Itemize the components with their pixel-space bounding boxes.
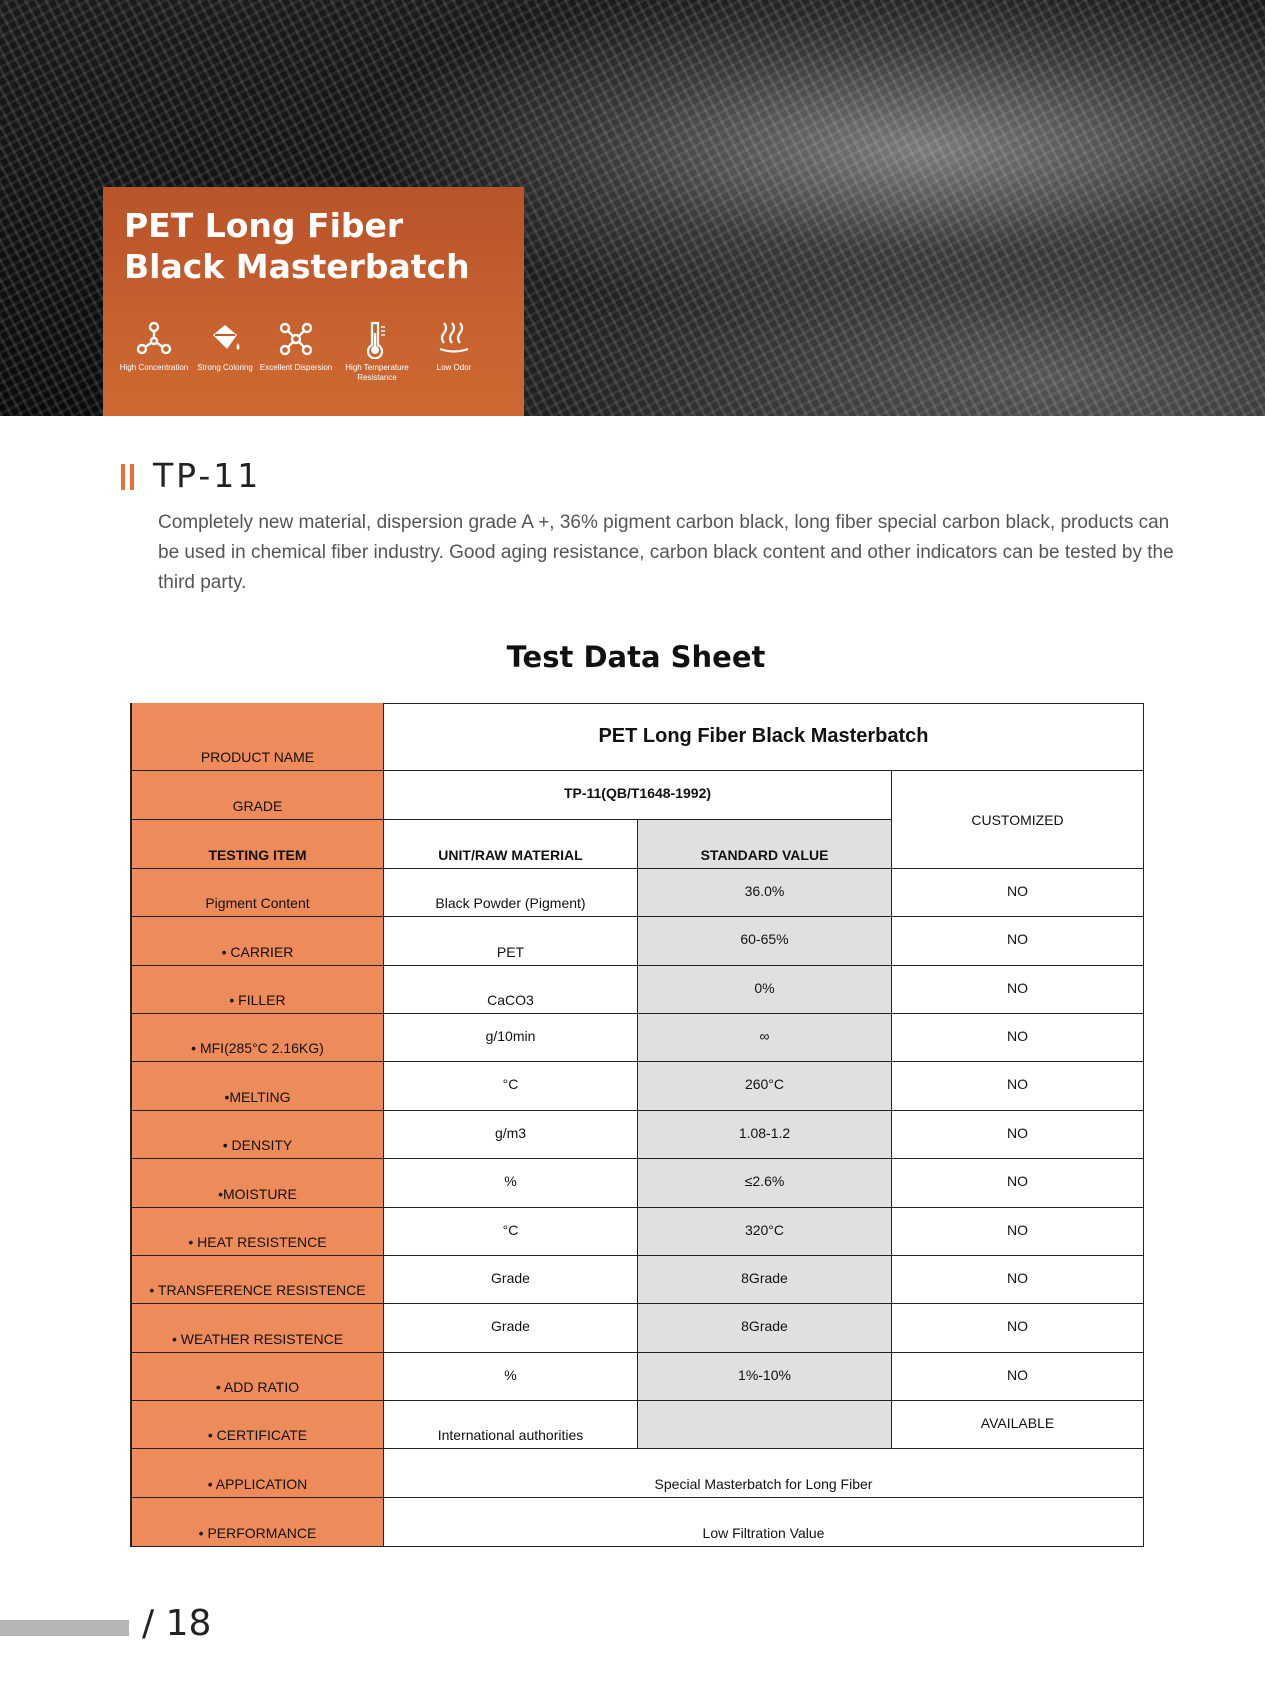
standard-value-header: STANDARD VALUE bbox=[638, 820, 892, 869]
product-code: TP-11 bbox=[153, 456, 262, 495]
footer-bar bbox=[0, 1620, 129, 1636]
customized-header: CUSTOMIZED bbox=[892, 771, 1144, 869]
feature-high-temperature bbox=[338, 319, 416, 383]
row-item-label: • HEAT RESISTENCE bbox=[130, 1208, 384, 1256]
row-standard-value: 8Grade bbox=[638, 1304, 892, 1353]
row-customized: NO bbox=[892, 1159, 1144, 1208]
row-item-label: Pigment Content bbox=[130, 869, 384, 917]
application-label: • APPLICATION bbox=[130, 1449, 384, 1498]
row-unit: % bbox=[384, 1159, 638, 1208]
feature-label: Strong Coloring bbox=[197, 363, 253, 372]
row-customized: NO bbox=[892, 1062, 1144, 1111]
grade-label: GRADE bbox=[130, 771, 384, 820]
row-unit: °C bbox=[384, 1208, 638, 1256]
product-title: PET Long Fiber Black Masterbatch bbox=[124, 206, 470, 286]
unit-header: UNIT/RAW MATERIAL bbox=[384, 820, 638, 869]
grade-value: TP-11(QB/T1648-1992) bbox=[384, 771, 892, 820]
row-standard-value: 60-65% bbox=[638, 917, 892, 966]
feature-excellent-dispersion bbox=[257, 319, 335, 373]
row-unit: °C bbox=[384, 1062, 638, 1111]
row-customized: NO bbox=[892, 966, 1144, 1014]
row-customized: NO bbox=[892, 1014, 1144, 1062]
feature-label: High Concentration bbox=[119, 363, 189, 372]
paint-bucket-icon bbox=[186, 319, 264, 359]
row-customized: AVAILABLE bbox=[892, 1401, 1144, 1449]
feature-low-odor bbox=[415, 319, 493, 373]
hero-card bbox=[103, 187, 524, 416]
row-customized: NO bbox=[892, 1208, 1144, 1256]
performance-label: • PERFORMANCE bbox=[130, 1498, 384, 1547]
feature-label: Low Odor bbox=[436, 363, 472, 372]
accent-bar bbox=[121, 464, 125, 490]
row-standard-value: ∞ bbox=[638, 1014, 892, 1062]
row-item-label: • MFI(285°C 2.16KG) bbox=[130, 1014, 384, 1062]
row-customized: NO bbox=[892, 1111, 1144, 1159]
row-unit: Grade bbox=[384, 1256, 638, 1304]
row-unit: International authorities bbox=[384, 1401, 638, 1449]
row-item-label: • ADD RATIO bbox=[130, 1353, 384, 1401]
feature-high-concentration bbox=[115, 319, 193, 373]
row-customized: NO bbox=[892, 917, 1144, 966]
hero-banner bbox=[0, 0, 1265, 416]
row-standard-value: 36.0% bbox=[638, 869, 892, 917]
row-customized: NO bbox=[892, 1256, 1144, 1304]
product-description: Completely new material, dispersion grade A +, 36% pigment carbon black, long fiber special carbon black, products can be used in chemical fiber industry. Good aging resistance, carbon black content and other indicators can be tested by the third party. bbox=[158, 512, 1174, 593]
application-value: Special Masterbatch for Long Fiber bbox=[384, 1449, 1144, 1498]
row-standard-value bbox=[638, 1401, 892, 1449]
row-customized: NO bbox=[892, 1304, 1144, 1353]
row-standard-value: 8Grade bbox=[638, 1256, 892, 1304]
sheet-title: Test Data Sheet bbox=[506, 640, 766, 674]
row-item-label: • WEATHER RESISTENCE bbox=[130, 1304, 384, 1353]
row-unit: % bbox=[384, 1353, 638, 1401]
accent-bar bbox=[130, 464, 134, 490]
row-standard-value: 320°C bbox=[638, 1208, 892, 1256]
dispersion-nodes-icon bbox=[257, 319, 335, 359]
row-item-label: •MELTING bbox=[130, 1062, 384, 1111]
row-customized: NO bbox=[892, 869, 1144, 917]
steam-icon bbox=[415, 319, 493, 359]
feature-strong-coloring bbox=[186, 319, 264, 373]
row-unit: Black Powder (Pigment) bbox=[384, 869, 638, 917]
row-item-label: • FILLER bbox=[130, 966, 384, 1014]
page-number: / 18 bbox=[142, 1603, 212, 1644]
row-unit: CaCO3 bbox=[384, 966, 638, 1014]
row-standard-value: 1%-10% bbox=[638, 1353, 892, 1401]
row-customized: NO bbox=[892, 1353, 1144, 1401]
feature-label: High Temperature Resistance bbox=[345, 363, 409, 382]
row-item-label: • CERTIFICATE bbox=[130, 1401, 384, 1449]
molecule-icon bbox=[115, 319, 193, 359]
feature-list bbox=[115, 319, 515, 399]
row-unit: g/10min bbox=[384, 1014, 638, 1062]
row-item-label: •MOISTURE bbox=[130, 1159, 384, 1208]
row-standard-value: ≤2.6% bbox=[638, 1159, 892, 1208]
row-standard-value: 1.08-1.2 bbox=[638, 1111, 892, 1159]
row-unit: PET bbox=[384, 917, 638, 966]
row-standard-value: 0% bbox=[638, 966, 892, 1014]
row-unit: Grade bbox=[384, 1304, 638, 1353]
row-item-label: • TRANSFERENCE RESISTENCE bbox=[130, 1256, 384, 1304]
row-item-label: • DENSITY bbox=[130, 1111, 384, 1159]
performance-value: Low Filtration Value bbox=[384, 1498, 1144, 1547]
thermometer-icon bbox=[338, 319, 416, 359]
row-standard-value: 260°C bbox=[638, 1062, 892, 1111]
test-data-table bbox=[130, 703, 1144, 1547]
feature-label: Excellent Dispersion bbox=[259, 363, 333, 372]
testing-item-header: TESTING ITEM bbox=[130, 820, 384, 869]
product-name-label: PRODUCT NAME bbox=[130, 703, 384, 771]
row-unit: g/m3 bbox=[384, 1111, 638, 1159]
product-name-value: PET Long Fiber Black Masterbatch bbox=[384, 703, 1144, 771]
row-item-label: • CARRIER bbox=[130, 917, 384, 966]
